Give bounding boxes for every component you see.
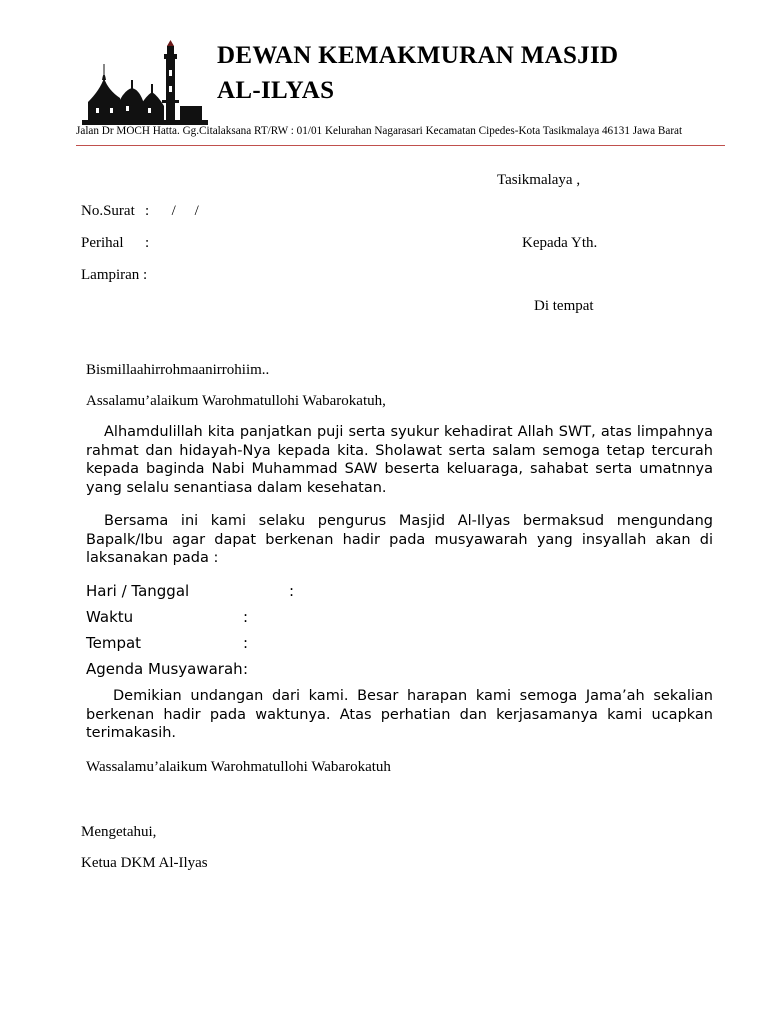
org-title-line1: DEWAN KEMAKMURAN MASJID (217, 42, 619, 69)
field-label-tempat: Tempat (86, 634, 142, 652)
header-divider (76, 145, 725, 146)
recipient-heading: Kepada Yth. (522, 235, 598, 251)
field-colon: : (243, 634, 249, 652)
field-label-agenda: Agenda Musyawarah (86, 660, 243, 678)
field-colon: : (243, 660, 249, 678)
mosque-silhouette-icon (80, 40, 210, 125)
signature-title: Ketua DKM Al-Ilyas (81, 855, 208, 871)
opening-bismillah: Bismillaahirrohmaanirrohiim.. (86, 362, 270, 378)
recipient-location: Di tempat (534, 298, 594, 314)
no-surat-label: No.Surat (81, 203, 135, 219)
paragraph-greeting: Alhamdulillah kita panjatkan puji serta syukur kehadirat Allah SWT, atas limpahnya rahmat dan hidayah-Nya kepada kita. Sholawat serta salam semoga tetap tercurah kepada baginda Nabi Muhammad SAW beserta keluaraga, sahabat serta umatnnya yang selalu senantiasa dalam kesehatan. (86, 424, 713, 496)
signature-mengetahui: Mengetahui, (81, 824, 157, 840)
lampiran-label: Lampiran : (81, 267, 148, 283)
field-colon: : (243, 608, 249, 626)
field-colon: : (289, 582, 295, 600)
paragraph-invitation: Bersama ini kami selaku pengurus Masjid Al-Ilyas bermaksud mengundang Bapalk/Ibu agar dapat berkenan hadir pada musyawarah yang insyallah akan di laksanakan pada : (86, 513, 713, 566)
place-date: Tasikmalaya , (497, 172, 581, 188)
field-label-waktu: Waktu (86, 608, 134, 626)
paragraph-closing: Demikian undangan dari kami. Besar harapan kami semoga Jama’ah sekalian berkenan hadir pada waktunya. Atas perhatian dan kerjasamanya kami ucapkan terimakasih. (86, 688, 713, 741)
perihal-label: Perihal (81, 235, 124, 251)
perihal-colon: : (145, 235, 150, 251)
org-title-line2: AL-ILYAS (217, 77, 335, 104)
field-label-hari-tanggal: Hari / Tanggal (86, 582, 190, 600)
no-surat-value: : / / (145, 203, 199, 219)
org-address: Jalan Dr MOCH Hatta. Gg.Citalaksana RT/RW : 01/01 Kelurahan Nagarasari Kecamatan Cipedes-Kota Tasikmalaya 46131 Jawa Barat (76, 125, 683, 137)
opening-salam: Assalamu’alaikum Warohmatullohi Wabarokatuh, (86, 393, 386, 409)
closing-salam: Wassalamu’alaikum Warohmatullohi Wabarokatuh (86, 759, 391, 775)
